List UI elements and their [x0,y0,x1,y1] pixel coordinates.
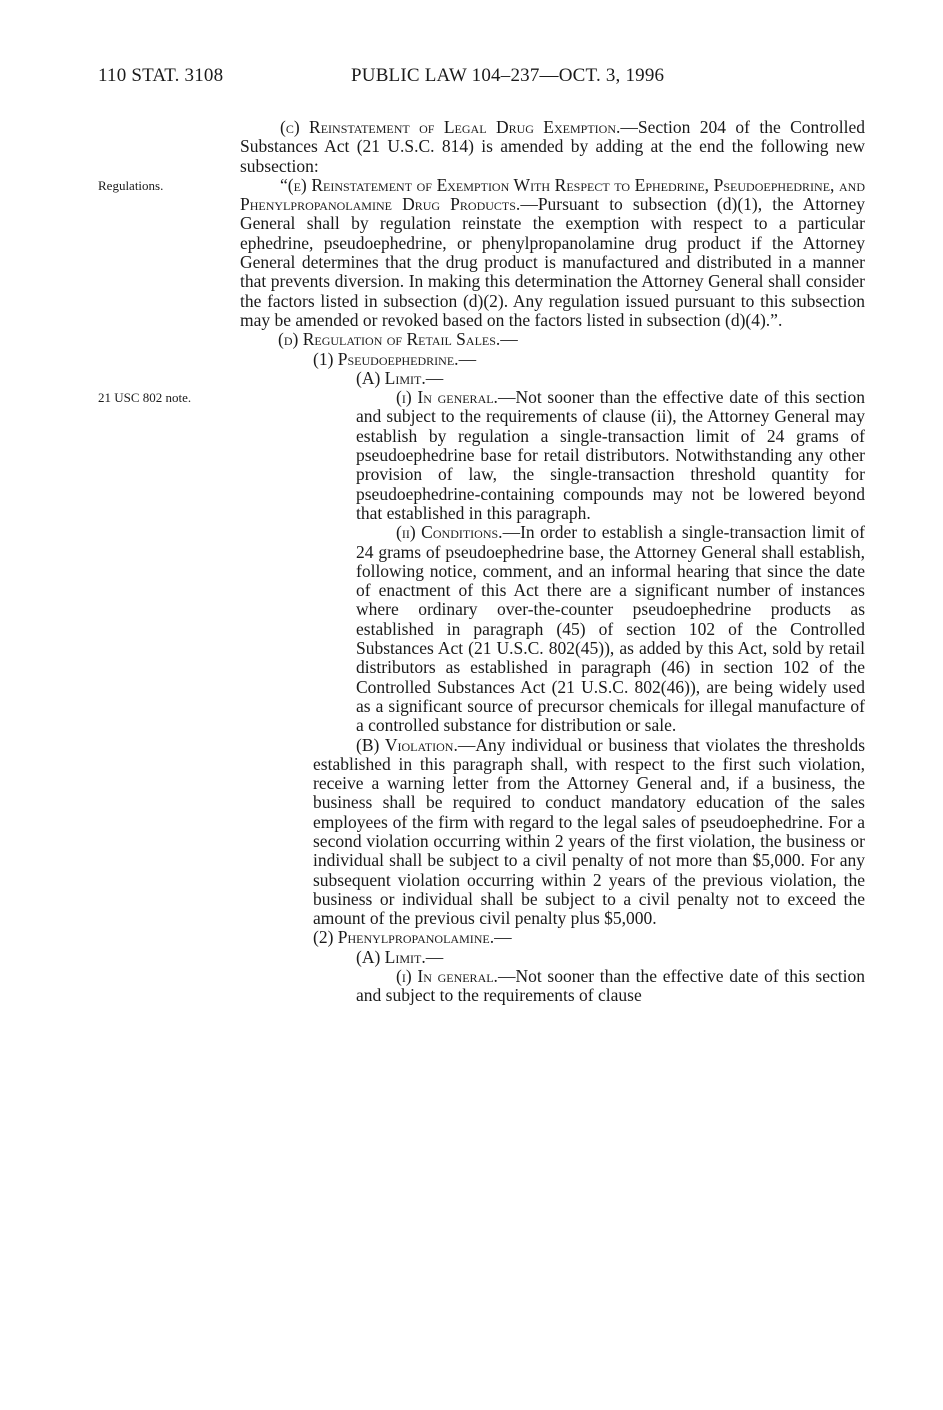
clause-1-A-ii [240,523,865,735]
paragraph-2-heading: (2) Phenylpropanolamine. [313,927,495,948]
subsection-c-text: —Section 204 of the Controlled Substances Act (21 U.S.C. 814) is amended by adding at the end the following new subsection: [240,117,865,176]
clause-1-A-i-heading: (i) In general. [396,387,498,408]
clause-2-A-i [240,967,865,1006]
clause-1-A-i [240,388,865,523]
clause-2-A-i-text: —Not sooner than the effective date of this section and subject to the requirements of clause [356,966,865,1006]
subsection-c [240,118,865,176]
paragraph-1-dash: — [458,348,477,369]
subsection-d-heading: (d) Regulation of Retail Sales. [278,329,501,350]
paragraph-1-A-dash: — [425,367,444,388]
paragraph-1-B-text: —Any individual or business that violates the thresholds established in this paragraph shall, with respect to the first such violation, receive a warning letter from the Attorney General and, if a business, the business shall be required to conduct mandatory education of the sales employees of the firm with regard to the legal sales of pseudoephedrine. For a second violation occurring within 2 years of the first violation, the business or individual shall be subject to a civil penalty of not more than $5,000. For any subsequent violation occurring within 2 years of the previous violation, the business or individual shall be subject to a civil penalty not to exceed the amount of the previous civil penalty plus $5,000. [313,734,865,929]
paragraph-2-A-heading: (A) Limit. [356,946,426,967]
paragraph-2 [240,928,865,947]
margin-note-regulations: Regulations. [98,178,164,193]
subsection-e-heading: “(e) Reinstatement of Exemption With Respect to Ephedrine, Pseudoephedrine, and Phenylpropanolamine Drug Products. [240,174,865,215]
paragraph-2-A [240,948,865,967]
page-header-stat: 110 STAT. 3108 [98,65,224,86]
clause-2-A-i-heading: (i) In general. [396,966,498,987]
paragraph-1-B [240,736,865,929]
subsection-c-heading: (c) Reinstatement of Legal Drug Exemption. [280,117,621,137]
document-body [240,118,865,1006]
subsection-d-dash: — [500,329,518,350]
paragraph-1-A-heading: (A) Limit. [356,367,426,388]
paragraph-2-dash: — [494,927,512,948]
paragraph-1 [240,350,865,369]
subsection-e-text: —Pursuant to subsection (d)(1), the Attorney General shall by regulation reinstate the exemption with respect to a particular ephedrine, pseudoephedrine, or phenylpropanolamine drug product if the Attorney General determines that the drug product is manufactured and distributed in a manner that prevents diversion. In making this determination the Attorney General shall consider the factors listed in subsection (d)(2). Any regulation issued pursuant to this subsection may be amended or revoked based on the factors listed in subsection (d)(4).”. [240,194,865,330]
page-header-law: PUBLIC LAW 104–237—OCT. 3, 1996 [351,65,665,86]
paragraph-1-A [240,369,865,388]
subsection-e [240,176,865,330]
margin-note-usc: 21 USC 802 note. [98,390,192,405]
paragraph-1-heading: (1) Pseudoephedrine. [313,348,459,369]
subsection-d [240,330,865,349]
clause-1-A-ii-text: —In order to establish a single-transaction limit of 24 grams of pseudoephedrine base, the Attorney General shall establish, following notice, comment, and an informal hearing that since the date of enactment of this Act there are a significant number of instances where ordinary over-the-counter pseudoephedrine products as established in paragraph (45) of section 102 of the Controlled Substances Act (21 U.S.C. 802(45)), as added by this Act, sold by retail distributors as established in paragraph (46) in section 102 of the Controlled Substances Act (21 U.S.C. 802(46)), are being widely used as a significant source of precursor chemicals for illegal manufacture of a controlled substance for distribution or sale. [356,522,865,736]
clause-1-A-i-text: —Not sooner than the effective date of this section and subject to the requirements of clause (ii), the Attorney General may establish by regulation a single-transaction limit of 24 grams of pseudoephedrine base for retail distributors. Notwithstanding any other provision of law, the single-transaction threshold quantity for pseudoephedrine-containing compounds may not be lowered beyond that established in this paragraph. [356,387,865,523]
clause-1-A-ii-heading: (ii) Conditions. [396,522,503,543]
paragraph-2-A-dash: — [425,946,444,967]
paragraph-1-B-heading: (B) Violation. [356,734,458,755]
